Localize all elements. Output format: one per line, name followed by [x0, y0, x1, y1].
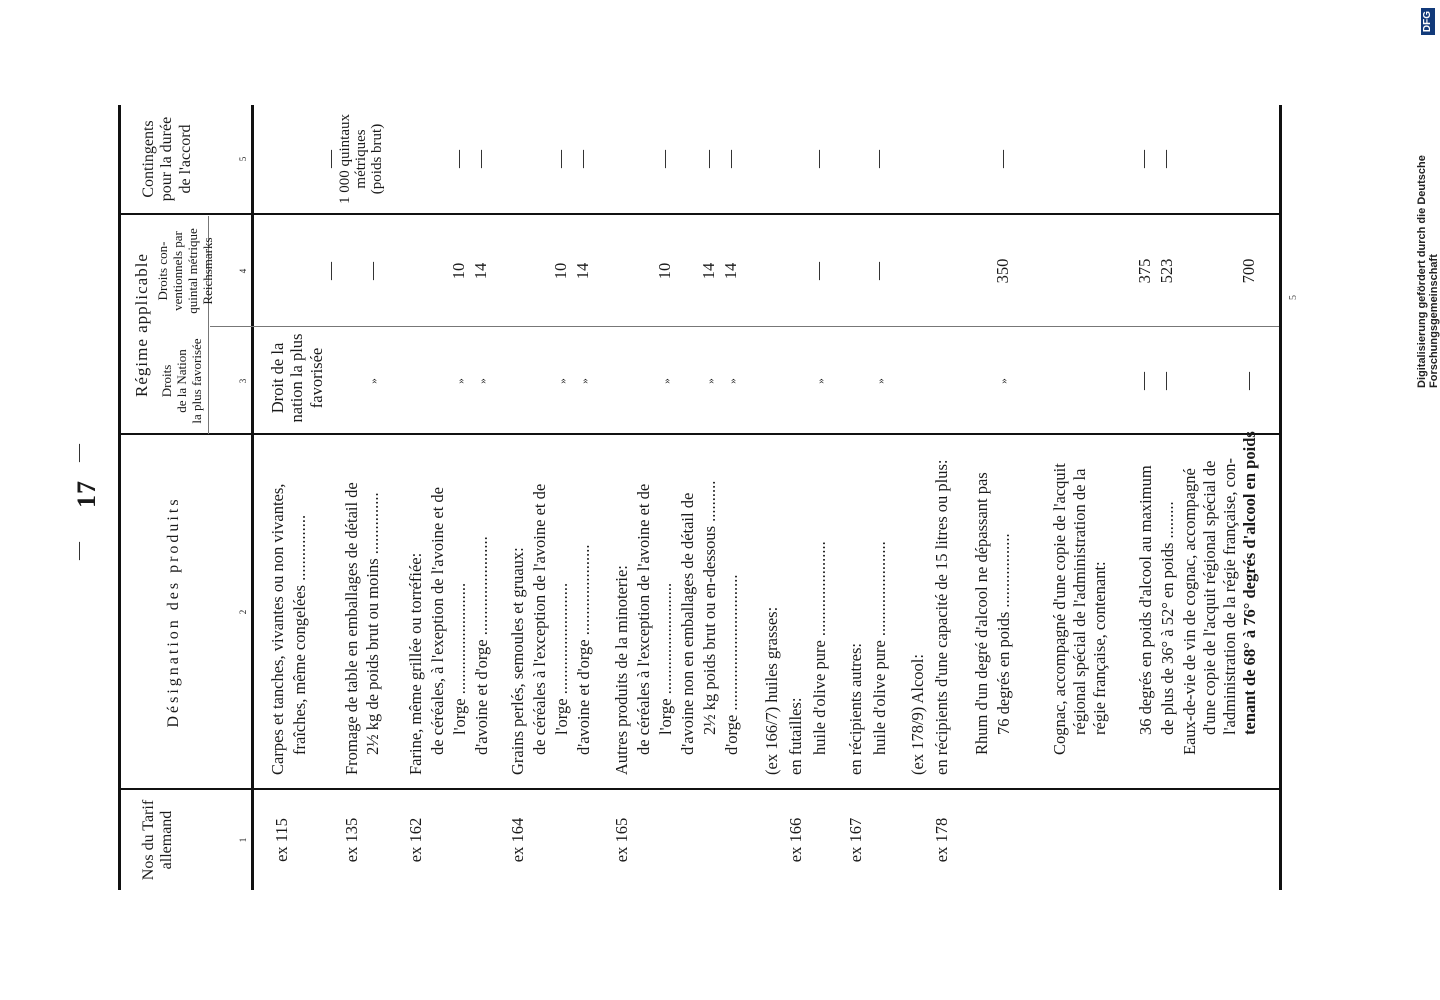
row-178-col4-rhum: 350	[993, 258, 1012, 284]
row-164-line-4: d'avoine et d'orge ......................	[574, 544, 593, 755]
header-col5: Contingents pour la durée de l'accord	[140, 116, 194, 202]
row-164-col5-b: —	[572, 150, 592, 168]
row-165-line-2: de céréales à l'exception de l'avoine et de	[634, 483, 653, 755]
col-sep-4	[119, 213, 1279, 215]
row-165-line-5: 2½ kg poids brut ou en-dessous ..........	[700, 480, 719, 735]
row-167-line-2: huile d'olive pure .......................	[870, 541, 889, 755]
row-162-col3-b: »	[477, 378, 489, 384]
row-178-line-2: en récipients d'une capacité de 15 litres ou plus:	[932, 459, 951, 775]
row-178-line-3: Rhum d'un degré d'alcool ne dépassant pas	[972, 472, 991, 755]
row-162-col5-a: —	[448, 150, 468, 168]
row-167-col3: »	[875, 378, 887, 384]
row-162-line-4: d'avoine et d'orge ........................	[472, 536, 491, 755]
row-165-col4-b: 14	[699, 262, 718, 280]
page-number: 17	[72, 480, 101, 508]
stray-mark: 5	[1288, 295, 1299, 300]
row-115-line-2: fraîches, même congelées ................	[290, 514, 309, 755]
header-bottom-rule	[251, 105, 254, 890]
table-bottom-rule	[1279, 105, 1282, 890]
row-135-col5: 1 000 quintaux métriques (poids brut)	[337, 114, 385, 204]
row-178-col4-a: 375	[1135, 258, 1154, 284]
row-135-line-2: 2½ kg de poids brut ou moins ...............	[363, 492, 382, 755]
row-164-col4-b: 14	[573, 262, 592, 280]
tarif-ex-115: ex 115	[272, 818, 291, 862]
row-166-line-2: en futailles:	[786, 697, 805, 775]
col-number-5: 5	[238, 156, 248, 162]
col-number-2: 2	[238, 609, 248, 615]
row-178-line-5: Cognac, accompagné d'une copie de l'acquit	[1050, 463, 1069, 755]
row-164-col3-b: »	[579, 378, 591, 384]
row-178-line-1: (ex 178/9) Alcool:	[908, 654, 927, 775]
row-165-col3-a: »	[661, 378, 673, 384]
row-135-line-1: Fromage de table en emballages de détail de	[342, 482, 361, 775]
col-sep-3	[210, 326, 1279, 327]
dfg-logo: DFG	[1421, 8, 1435, 35]
dfg-stamp-text: Digitalisierung gefördert durch die Deutsche Forschungsgemeinschaft	[1416, 155, 1440, 388]
row-178-col5-rhum: —	[992, 150, 1012, 168]
row-115-col5: —	[320, 150, 340, 168]
header-col3: Droits de la Nation la plus favorisée	[159, 338, 204, 424]
row-178-line-4: 76 degrés en poids ..................	[994, 533, 1013, 735]
row-162-col4-a: 10	[449, 262, 468, 280]
row-165-col3-b: »	[705, 378, 717, 384]
row-178-line-11: d'une copie de l'acquit régional spécial de	[1200, 460, 1219, 735]
row-178-col4-c: 700	[1239, 258, 1258, 284]
col-number-3: 3	[238, 378, 248, 384]
page-number-dash-right: —	[68, 444, 88, 462]
dfg-stamp	[1418, 8, 1438, 388]
row-178-line-6: régional spécial de l'administration de la	[1070, 468, 1089, 735]
tarif-ex-178: ex 178	[932, 817, 951, 863]
row-178-line-7: régie française, contenant:	[1090, 561, 1109, 735]
header-col2: Désignation des produits	[165, 496, 182, 728]
row-178-line-8: 36 degrés en poids d'alcool au maximum	[1136, 465, 1155, 735]
header-regime: Régime applicable	[132, 253, 151, 397]
row-115-line-1: Carpes et tanches, vivantes ou non vivantes,	[268, 483, 287, 775]
tarif-ex-166: ex 166	[786, 817, 805, 863]
row-165-line-1: Autres produits de la minoterie:	[612, 565, 631, 775]
row-165-col3-c: »	[727, 378, 739, 384]
row-165-line-6: d'orge .................................	[722, 574, 741, 755]
row-178-line-13: tenant de 68° à 76° degrés d'alcool en poids	[1240, 431, 1259, 735]
header-col4: Droits con- ventionnels par quintal métrique Reichsmarks	[155, 228, 215, 314]
row-165-col5-c: —	[720, 150, 740, 168]
row-165-line-3: l'orge ...........................	[656, 582, 675, 735]
row-178-col5-a: —	[1133, 150, 1153, 168]
row-167-col5: —	[868, 150, 888, 168]
row-164-line-2: de céréales à l'exception de l'avoine et de	[530, 483, 549, 755]
row-178-col4-b: 523	[1157, 258, 1176, 284]
row-162-line-1: Farine, même grillée ou torréfiée:	[406, 552, 425, 775]
row-162-line-2: de céréales, à l'exeption de l'avoine et de	[428, 487, 447, 755]
row-167-col4: —	[868, 262, 888, 280]
row-178-line-9: de plus de 36° à 52° en poids .........	[1158, 501, 1177, 735]
row-178-col3-a: —	[1133, 372, 1153, 390]
tarif-ex-135: ex 135	[342, 817, 361, 863]
row-164-line-3: l'orge ...........................	[552, 582, 571, 735]
row-164-col3-a: »	[557, 378, 569, 384]
row-178-col3-b: —	[1155, 372, 1175, 390]
row-165-col5-a: —	[654, 150, 674, 168]
col-sep-2	[119, 433, 1279, 435]
row-135-col4: —	[362, 262, 382, 280]
table-top-rule	[118, 105, 121, 890]
row-178-line-12: l'administration de la régie française, con-	[1220, 458, 1239, 735]
page-number-dash-left: —	[68, 542, 88, 560]
tarif-ex-165: ex 165	[612, 817, 631, 863]
tarif-ex-167: ex 167	[846, 817, 865, 863]
row-178-col3-c: —	[1238, 372, 1258, 390]
row-162-col4-b: 14	[471, 262, 490, 280]
row-164-line-1: Grains perlés, semoules et gruaux:	[508, 547, 527, 775]
row-166-col3: »	[815, 378, 827, 384]
header-col1: Nos du Tarif allemand	[140, 799, 176, 881]
row-115-col3: Droit de la nation la plus favorisée	[268, 333, 326, 423]
col-sep-1	[119, 788, 1279, 790]
row-162-col5-b: —	[470, 150, 490, 168]
row-166-line-3: huile d'olive pure .......................	[810, 541, 829, 755]
col-number-1: 1	[238, 837, 248, 843]
row-166-line-1: (ex 166/7) huiles grasses:	[762, 606, 781, 775]
row-164-col5-a: —	[550, 150, 570, 168]
row-167-line-1: en récipients autres:	[846, 643, 865, 775]
row-115-col4: —	[320, 262, 340, 280]
row-178-col5-b: —	[1155, 150, 1175, 168]
row-164-col4-a: 10	[551, 262, 570, 280]
tarif-ex-162: ex 162	[406, 817, 425, 863]
row-165-line-4: d'avoine non en emballages de détail de	[678, 492, 697, 755]
col-number-4: 4	[238, 268, 248, 274]
row-165-col5-b: —	[698, 150, 718, 168]
tarif-ex-164: ex 164	[508, 817, 527, 863]
row-165-col4-c: 14	[721, 262, 740, 280]
row-166-col4: —	[808, 262, 828, 280]
row-178-col3-rhum: »	[998, 378, 1010, 384]
row-178-line-10: Eaux-de-vie de vin de cognac, accompagné	[1180, 468, 1199, 755]
row-162-col3-a: »	[455, 378, 467, 384]
row-135-col3-ditto: »	[368, 378, 380, 384]
row-165-col4-a: 10	[655, 262, 674, 280]
row-162-line-3: l'orge ...........................	[450, 582, 469, 735]
row-166-col5: —	[808, 150, 828, 168]
